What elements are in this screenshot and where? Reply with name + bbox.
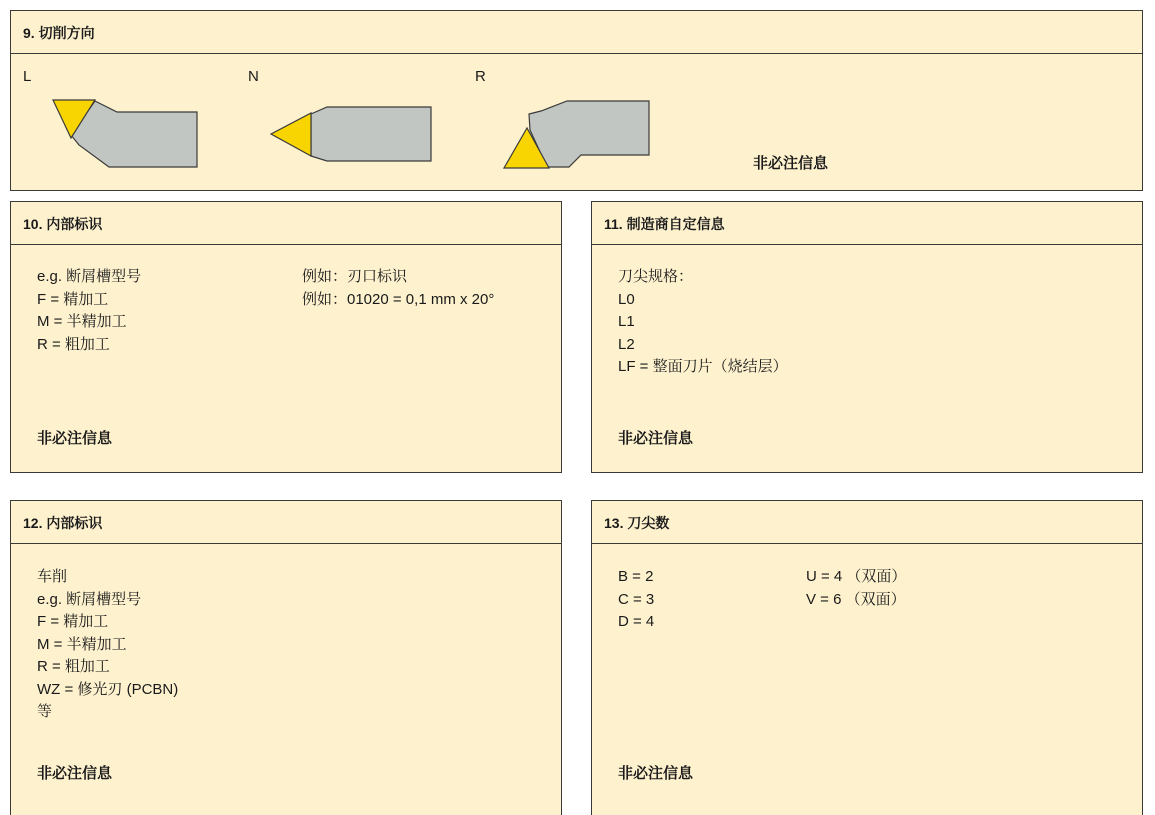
panel-internal-id-12	[10, 500, 562, 815]
list-item: WZ = 修光刃 (PCBN)	[37, 680, 179, 698]
list-item: R = 粗加工	[37, 658, 110, 675]
list-item: C = 3	[618, 590, 655, 608]
panel-internal-id-10	[10, 201, 562, 473]
panel-title: 10. 内部标识	[23, 216, 103, 232]
panel-header	[592, 202, 1142, 245]
list-item: B = 2	[618, 568, 654, 585]
list-item: 车削	[37, 568, 68, 585]
list-item: D = 4	[618, 613, 655, 630]
panel-cutting-direction	[10, 10, 1143, 191]
optional-info-note: 非必注信息	[37, 765, 113, 782]
list-item: 等	[37, 703, 53, 720]
edge-id-list	[302, 266, 494, 311]
optional-info-note: 非必注信息	[753, 155, 829, 172]
edge-count-list	[618, 566, 654, 634]
list-item: 例如：刃口标识	[302, 268, 408, 285]
list-item: L1	[618, 313, 635, 330]
direction-label-neutral: N	[248, 68, 259, 85]
list-item: F = 精加工	[37, 613, 109, 630]
direction-label-right: R	[475, 68, 486, 85]
panel-title: 12. 内部标识	[23, 515, 103, 531]
list-item: LF = 整面刀片（烧结层）	[618, 358, 788, 375]
panel-header	[592, 501, 1142, 544]
optional-info-note: 非必注信息	[37, 430, 113, 447]
list-item: M = 半精加工	[37, 635, 127, 653]
optional-info-note: 非必注信息	[618, 765, 694, 782]
chipbreaker-list	[37, 266, 141, 356]
panel-header	[11, 202, 561, 245]
panel-title: 11. 制造商自定信息	[604, 216, 725, 232]
double-sided-edge-count-list	[806, 566, 906, 611]
tool-shank	[529, 101, 649, 167]
list-item: e.g. 断屑槽型号	[37, 590, 142, 608]
list-item: e.g. 断屑槽型号	[37, 268, 142, 285]
list-item: M = 半精加工	[37, 313, 127, 330]
list-item: L0	[618, 290, 635, 308]
list-item: U = 4 （双面）	[806, 568, 907, 585]
optional-info-note: 非必注信息	[618, 430, 694, 447]
panel-header	[11, 501, 561, 544]
panel-title: 9. 切削方向	[23, 25, 95, 41]
list-item: L2	[618, 335, 635, 353]
list-item: V = 6 （双面）	[806, 590, 906, 608]
list-item: R = 粗加工	[37, 335, 110, 353]
panel-manufacturer-info	[591, 201, 1143, 473]
list-item: 例如：01020 = 0,1 mm x 20°	[302, 290, 495, 308]
panel-cutting-edge-count	[591, 500, 1143, 815]
list-item: 刀尖规格：	[618, 268, 694, 285]
turning-chipbreaker-list	[37, 566, 178, 724]
panel-title: 13. 刀尖数	[604, 515, 670, 531]
direction-label-left: L	[23, 68, 32, 85]
list-item: F = 精加工	[37, 290, 109, 308]
right-hand-tool-illustration	[11, 11, 711, 192]
tip-spec-list	[618, 266, 788, 379]
